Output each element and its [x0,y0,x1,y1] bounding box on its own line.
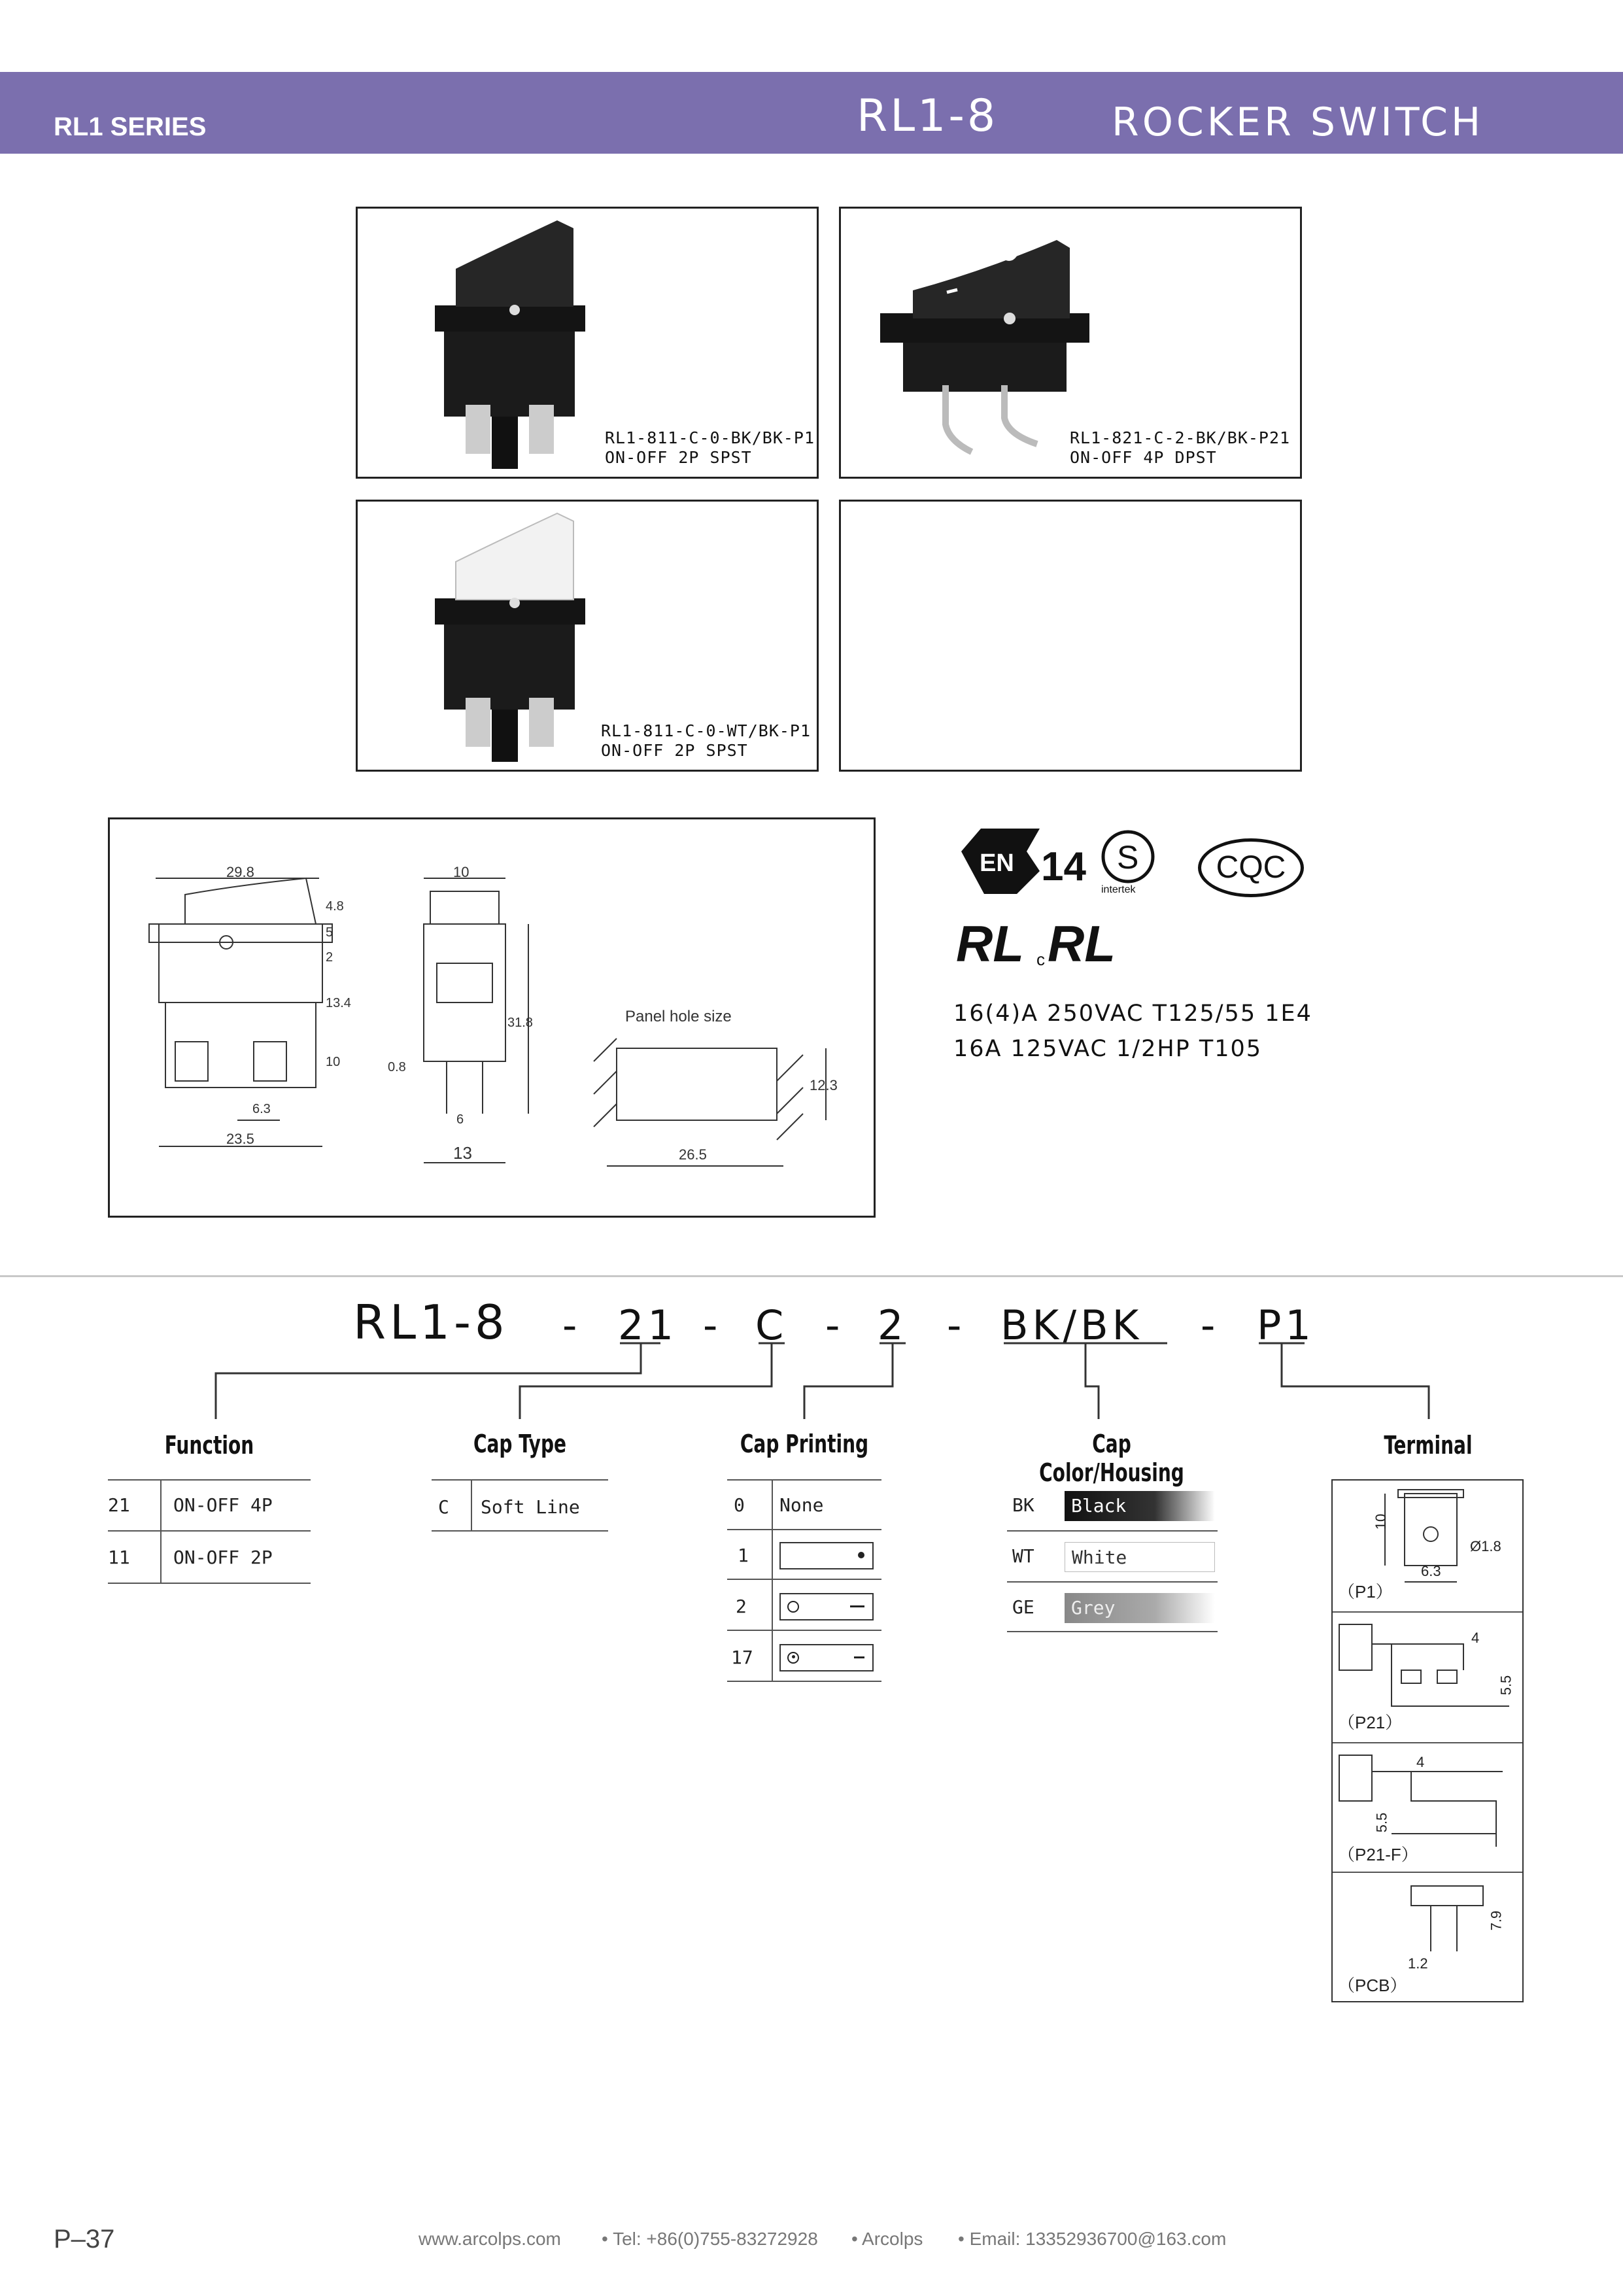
code-function: 21 [618,1301,677,1349]
terminal-pcb-dim-1-2: 1.2 [1408,1955,1428,1972]
dimension-drawing-svg [110,819,874,1216]
product-desc-3: ON-OFF 2P SPST [601,741,748,760]
product-photo-2 [839,207,1302,479]
dim-2: 2 [326,950,333,965]
svg-text:RL: RL [1048,919,1116,971]
dim-0-8: 0.8 [388,1060,406,1074]
code-cap-printing: 2 [878,1301,908,1349]
terminal-pcb-dim-7-9: 7.9 [1488,1910,1505,1931]
intertek-label: intertek [1101,884,1136,895]
code-terminal: P1 [1257,1301,1315,1349]
terminal-p21-dim-5-5: 5.5 [1497,1675,1514,1696]
code-connectors [0,1341,1623,1439]
cap-type-title: Cap Type [473,1430,567,1458]
terminal-p1-dim-10: 10 [1373,1513,1390,1530]
model-title: RL1-8 [857,90,999,142]
dim-31-8: 31.8 [507,1016,533,1030]
enec-logo-icon [955,825,1092,897]
cap-color-swatch-grey: Grey [1065,1593,1215,1623]
dim-23-5: 23.5 [226,1131,254,1147]
cap-printing-divider-3 [727,1630,881,1631]
dim-width: 29.8 [226,864,254,880]
svg-text:RL: RL [956,919,1021,971]
cap-type-divider-top [432,1479,608,1481]
panel-hole-label: Panel hole size [625,1008,732,1025]
svg-text:EN: EN [980,849,1014,877]
terminal-p1-dim-6-3: 6.3 [1421,1563,1441,1579]
cap-printing-divider-0 [727,1479,881,1481]
cap-printing-column-line [772,1479,773,1681]
terminal-p21-dim-4: 4 [1471,1630,1480,1646]
enec-number: 14 [1041,844,1086,889]
dim-side-top: 10 [453,864,470,880]
ul-logo-icon [956,919,1021,971]
dim-5: 5 [326,925,333,940]
code-dash-5: - [1201,1301,1220,1349]
function-code-21: 21 [108,1494,130,1516]
cap-printing-code-17: 17 [731,1647,753,1668]
panel-height: 12.3 [810,1077,838,1093]
function-title: Function [164,1431,254,1460]
cap-color-swatch-white: White [1065,1542,1215,1572]
code-cap-type: C [755,1301,788,1349]
cul-logo-icon [1048,919,1119,971]
cap-printing-title: Cap Printing [740,1430,869,1458]
terminal-label-p21: （P21） [1338,1713,1403,1732]
cap-color-divider-1 [1007,1530,1218,1532]
cap-print-o-dash-icon [779,1593,874,1620]
terminal-p21f-dim-4: 4 [1416,1754,1425,1770]
dimension-drawing [108,817,876,1218]
cap-color-code-wt: WT [1012,1545,1034,1567]
product-photo-empty [839,500,1302,772]
cap-print-dot-icon [779,1542,874,1569]
code-dash-1: - [562,1301,581,1349]
code-color: BK/BK [1000,1301,1143,1349]
code-model: RL1-8 [353,1295,509,1350]
cap-printing-divider-2 [727,1579,881,1580]
dim-6-3: 6.3 [252,1102,271,1116]
cap-type-code-c: C [438,1496,449,1518]
cap-printing-text-0: None [779,1494,824,1516]
series-label: RL1 SERIES [54,112,207,141]
dim-10: 10 [326,1055,341,1069]
cap-printing-code-1: 1 [738,1545,749,1566]
cap-type-divider-bottom [432,1530,608,1532]
code-dash-4: - [947,1301,966,1349]
function-text-11: ON-OFF 2P [173,1547,273,1568]
terminal-p21f-dim-5-5: 5.5 [1373,1812,1390,1833]
cap-printing-divider-1 [727,1529,881,1530]
product-code-1: RL1-811-C-0-BK/BK-P1 [605,428,815,447]
cap-printing-code-2: 2 [736,1596,747,1617]
cap-color-divider-2 [1007,1581,1218,1583]
cap-color-swatch-black: Black [1065,1491,1215,1521]
cap-color-code-bk: BK [1012,1494,1034,1516]
function-code-11: 11 [108,1547,130,1568]
footer-website: www.arcolps.com [419,2229,561,2249]
function-text-21: ON-OFF 4P [173,1494,273,1516]
terminal-label-p1: （P1） [1338,1582,1393,1602]
product-desc-2: ON-OFF 4P DPST [1070,448,1217,467]
cap-printing-code-0: 0 [734,1494,745,1516]
panel-width: 26.5 [679,1146,707,1163]
product-photo-1 [356,207,819,479]
dim-13-4: 13.4 [326,996,351,1010]
cap-printing-divider-4 [727,1681,881,1682]
terminal-p1-dim-dia: Ø1.8 [1470,1538,1501,1554]
terminal-title: Terminal [1384,1431,1473,1460]
dim-6: 6 [456,1112,464,1127]
rating-line-1: 16(4)A 250VAC T125/55 1E4 [953,1001,1312,1027]
code-dash-2: - [703,1301,722,1349]
cap-color-title: Cap Color/Housing [1039,1430,1184,1487]
footer-brand: • Arcolps [851,2229,923,2249]
rating-line-2: 16A 125VAC 1/2HP T105 [953,1036,1263,1062]
code-dash-3: - [825,1301,844,1349]
footer-email: • Email: 13352936700@163.com [958,2229,1227,2249]
cap-color-code-ge: GE [1012,1596,1034,1618]
function-divider-mid [108,1530,311,1532]
terminal-table [1331,1479,1524,2002]
page-number: P–37 [54,2225,115,2253]
svg-text:S: S [1117,839,1139,876]
product-code-2: RL1-821-C-2-BK/BK-P21 [1070,428,1291,447]
dim-4-8: 4.8 [326,899,344,914]
section-divider [0,1275,1623,1277]
terminal-label-p21f: （P21-F） [1338,1845,1418,1864]
dim-13: 13 [453,1143,472,1163]
intertek-s-mark-icon [1099,829,1157,901]
function-divider-bottom [108,1583,311,1584]
cap-type-column-line [471,1479,472,1530]
footer-tel: • Tel: +86(0)755-83272928 [602,2229,818,2249]
cap-color-divider-3 [1007,1631,1218,1632]
cul-c-label: c [1036,950,1045,969]
cap-print-o-dot-dash-icon [779,1644,874,1671]
product-desc-1: ON-OFF 2P SPST [605,448,752,467]
cap-type-text-c: Soft Line [481,1496,580,1518]
function-divider-top [108,1479,311,1481]
product-subtitle: ROCKER SWITCH [1112,99,1484,145]
cqc-logo: CQC [1198,838,1304,897]
product-code-3: RL1-811-C-0-WT/BK-P1 [601,721,811,740]
function-column-line [160,1479,162,1583]
terminal-label-pcb: （PCB） [1338,1976,1407,1995]
product-photo-3 [356,500,819,772]
